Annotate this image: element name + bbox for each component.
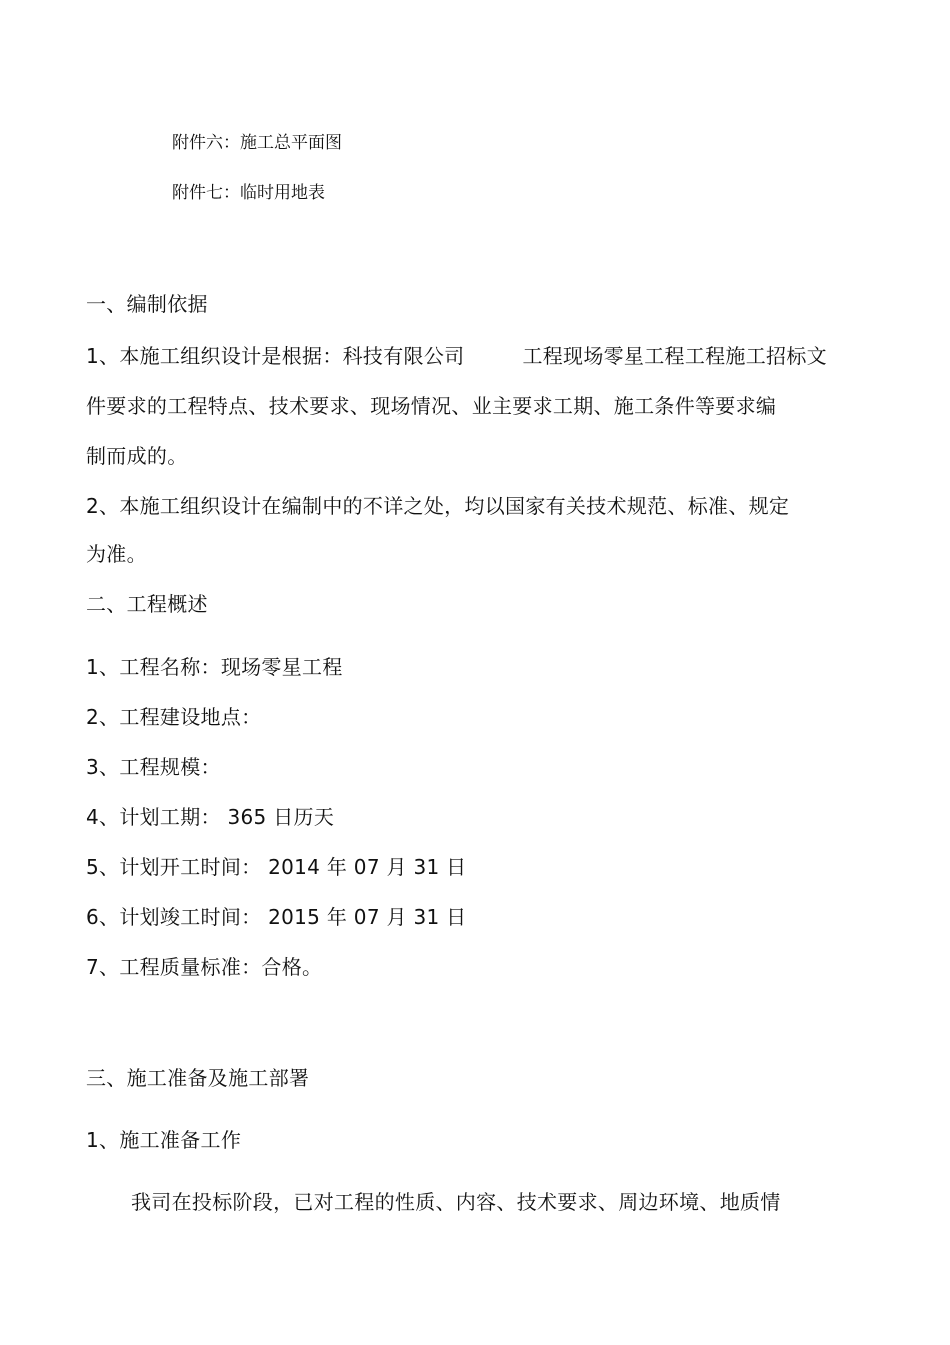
basis-item-1-line-3: 制而成的。 [86,444,188,468]
section-heading-preparation: 三、施工准备及施工部署 [86,1066,310,1090]
basis-item-1-part-a: 1、本施工组织设计是根据：科技有限公司 [86,344,465,368]
basis-item-1-line-2: 件要求的工程特点、技术要求、现场情况、业主要求工期、施工条件等要求编 [86,394,777,418]
basis-item-1-part-b: 工程现场零星工程工程施工招标文 [522,344,827,368]
basis-item-1-line-1 [86,346,827,366]
section-heading-basis: 一、编制依据 [86,292,208,316]
section-heading-overview: 二、工程概述 [86,592,208,616]
overview-item-duration: 4、计划工期： 365 日历天 [86,805,335,829]
preparation-subheading: 1、施工准备工作 [86,1128,242,1152]
basis-item-2-line-2: 为准。 [86,542,147,566]
overview-item-name: 1、工程名称：现场零星工程 [86,655,343,679]
basis-item-2-line-1: 2、本施工组织设计在编制中的不详之处，均以国家有关技术规范、标准、规定 [86,494,790,518]
overview-item-location: 2、工程建设地点： [86,705,262,729]
attachment-line-7: 附件七：临时用地表 [172,183,325,203]
attachment-line-6: 附件六：施工总平面图 [172,133,342,153]
preparation-paragraph: 我司在投标阶段，已对工程的性质、内容、技术要求、周边环境、地质情 [131,1190,781,1214]
overview-item-end-date: 6、计划竣工时间： 2015 年 07 月 31 日 [86,905,467,929]
overview-item-start-date: 5、计划开工时间： 2014 年 07 月 31 日 [86,855,467,879]
overview-item-quality: 7、工程质量标准：合格。 [86,955,323,979]
overview-item-scale: 3、工程规模： [86,755,221,779]
